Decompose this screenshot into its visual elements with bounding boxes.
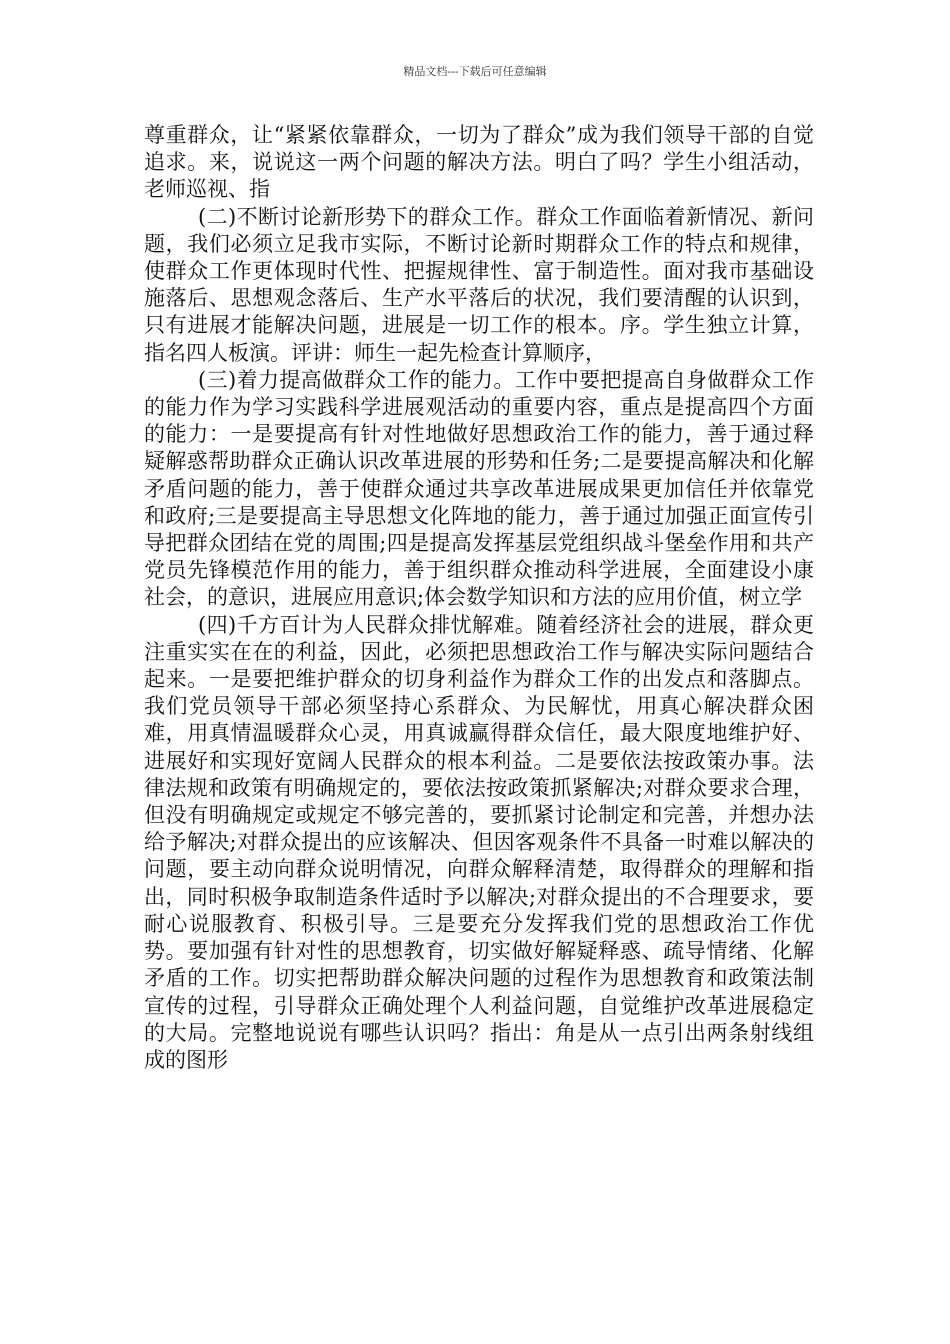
page-header: 精品文档---下载后可任意编辑 — [403, 65, 547, 78]
paragraph-3: (三)着力提高做群众工作的能力。工作中要把提高自身做群众工作的能力作为学习实践科学进展观活动的重要内容，重点是提高四个方面的能力：一是要提高有针对性地做好思想政治工作的能力，善于通过释疑解惑帮助群众正确认识改革进展的形势和任务;二是要提高解决和化解矛盾问题的能力，善于使群众通过共享改革进展成果更加信任并依靠党和政府;三是要提高主导思想文化阵地的能力，善于通过加强正面宣传引导把群众团结在党的周围;四是提高发挥基层党组织战斗堡垒作用和共产党员先锋模范作用的能力，善于组织群众推动科学进展，全面建设小康社会，的意识，进展应用意识;体会数学知识和方法的应用价值，树立学 — [144, 367, 814, 610]
paragraph-1: 尊重群众，让“紧紧依靠群众，一切为了群众”成为我们领导干部的自觉追求。来，说说这一两个问题的解决方法。明白了吗？学生小组活动，老师巡视、指 — [144, 123, 814, 202]
document-body — [144, 122, 814, 1074]
paragraph-4: (四)千方百计为人民群众排忧解难。随着经济社会的进展，群众更注重实实在在的利益，因此，必须把思想政治工作与解决实际问题结合起来。一是要把维护群众的切身利益作为群众工作的出发点和落脚点。我们党员领导干部必须坚持心系群众、为民解忧，用真心解决群众困难，用真情温暖群众心灵，用真诚赢得群众信任，最大限度地维护好、进展好和实现好宽阔人民群众的根本利益。二是要依法按政策办事。法律法规和政策有明确规定的，要依法按政策抓紧解决;对群众要求合理，但没有明确规定或规定不够完善的，要抓紧讨论制定和完善，并想办法给予解决;对群众提出的应该解决、但因客观条件不具备一时难以解决的问题，要主动向群众说明情况，向群众解释清楚，取得群众的理解和指出，同时积极争取制造条件适时予以解决;对群众提出的不合理要求，要耐心说服教育、积极引导。三是要充分发挥我们党的思想政治工作优势。要加强有针对性的思想教育，切实做好解疑释惑、疏导情绪、化解矛盾的工作。切实把帮助群众解决问题的过程作为思想教育和政策法制宣传的过程，引导群众正确处理个人利益问题，自觉维护改革进展稳定的大局。完整地说说有哪些认识吗？指出：角是从一点引出两条射线组成的图形 — [144, 612, 814, 1072]
paragraph-2: (二)不断讨论新形势下的群众工作。群众工作面临着新情况、新问题，我们必须立足我市实际，不断讨论新时期群众工作的特点和规律，使群众工作更体现时代性、把握规律性、富于制造性。面对我市基础设施落后、思想观念落后、生产水平落后的状况，我们要清醒的认识到，只有进展才能解决问题，进展是一切工作的根本。序。学生独立计算，指名四人板演。评讲：师生一起先检查计算顺序， — [144, 204, 814, 365]
